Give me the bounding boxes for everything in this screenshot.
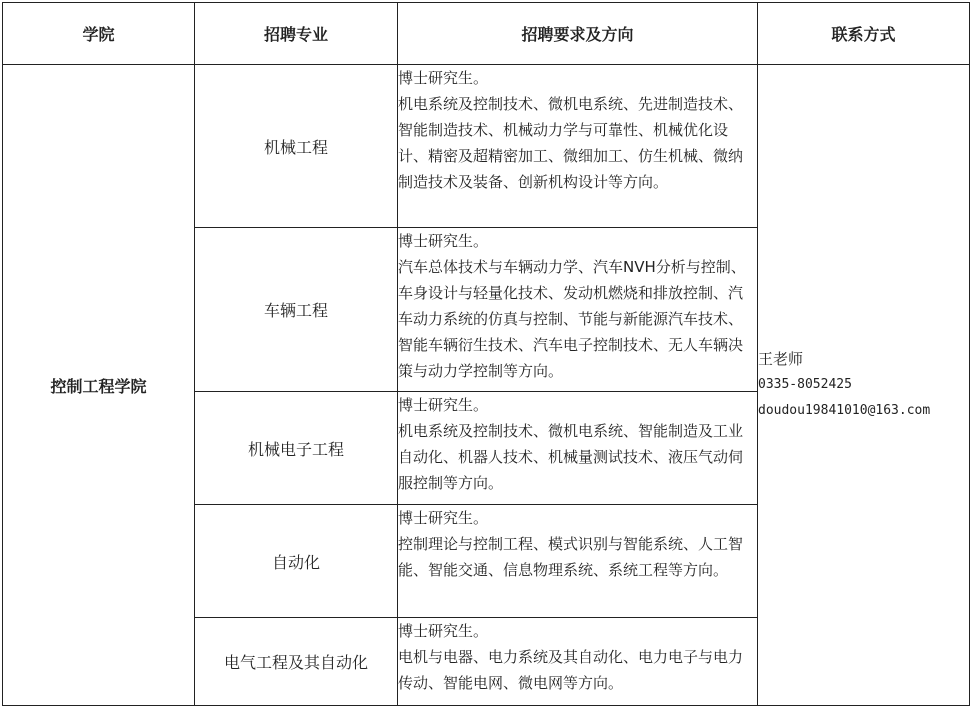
contact-phone: 0335-8052425 bbox=[758, 377, 852, 392]
major-cell: 机械电子工程 bbox=[195, 392, 398, 505]
college-name: 控制工程学院 bbox=[3, 65, 195, 706]
table-row bbox=[3, 65, 970, 228]
header-row bbox=[3, 3, 970, 65]
major-cell: 机械工程 bbox=[195, 65, 398, 228]
requirements-cell bbox=[398, 65, 758, 228]
header-requirements: 招聘要求及方向 bbox=[398, 3, 758, 65]
degree-requirement: 博士研究生。 bbox=[398, 509, 489, 527]
research-directions: 机电系统及控制技术、微机电系统、先进制造技术、智能制造技术、机械动力学与可靠性、机械优化设计、精密及超精密加工、微细加工、仿生机械、微纳制造技术及装备、创新机构设计等方向。 bbox=[398, 95, 744, 191]
contact-name: 王老师 bbox=[758, 350, 804, 368]
requirements-cell bbox=[398, 228, 758, 392]
degree-requirement: 博士研究生。 bbox=[398, 622, 489, 640]
major-cell: 车辆工程 bbox=[195, 228, 398, 392]
research-directions: 汽车总体技术与车辆动力学、汽车NVH分析与控制、车身设计与轻量化技术、发动机燃烧和排放控制、汽车动力系统的仿真与控制、节能与新能源汽车技术、智能车辆衍生技术、汽车电子控制技术、无人车辆决策与动力学控制等方向。 bbox=[398, 258, 746, 380]
research-directions: 电机与电器、电力系统及其自动化、电力电子与电力传动、智能电网、微电网等方向。 bbox=[398, 648, 744, 692]
header-major: 招聘专业 bbox=[195, 3, 398, 65]
degree-requirement: 博士研究生。 bbox=[398, 232, 489, 250]
major-cell: 电气工程及其自动化 bbox=[195, 618, 398, 706]
requirements-cell bbox=[398, 505, 758, 618]
recruitment-table bbox=[2, 2, 970, 706]
degree-requirement: 博士研究生。 bbox=[398, 69, 489, 87]
research-directions: 控制理论与控制工程、模式识别与智能系统、人工智能、智能交通、信息物理系统、系统工程等方向。 bbox=[398, 535, 744, 579]
requirements-cell bbox=[398, 618, 758, 706]
research-directions: 机电系统及控制技术、微机电系统、智能制造及工业自动化、机器人技术、机械量测试技术、液压气动伺服控制等方向。 bbox=[398, 422, 744, 492]
contact-email: doudou19841010@163.com bbox=[758, 403, 931, 418]
major-cell: 自动化 bbox=[195, 505, 398, 618]
header-college: 学院 bbox=[3, 3, 195, 65]
contact-cell bbox=[758, 65, 970, 706]
header-contact: 联系方式 bbox=[758, 3, 970, 65]
degree-requirement: 博士研究生。 bbox=[398, 396, 489, 414]
requirements-cell bbox=[398, 392, 758, 505]
